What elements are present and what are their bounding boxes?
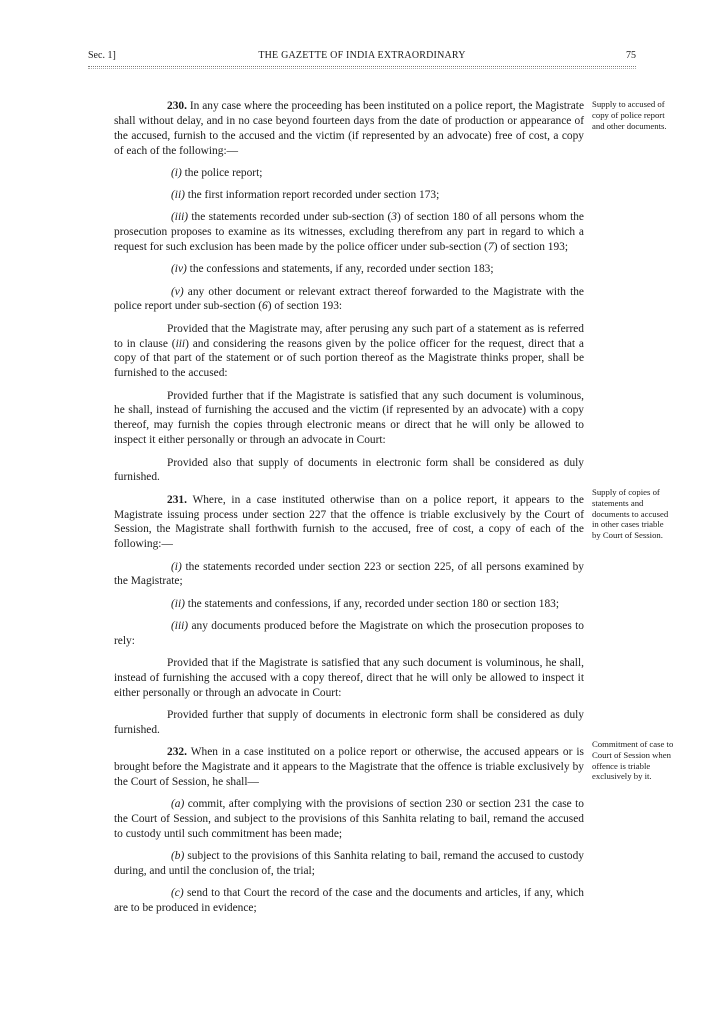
section-231-clause-iii: (iii) any documents produced before the Magistrate on which the prosecution proposes to rely: [114,619,584,647]
section-number: 231. [167,493,187,506]
section-number: 230. [167,100,187,112]
section-232-clause-a: (a) commit, after complying with the provisions of section 230 or section 231 the case to the Court of Session, and subject to the provisions of this Sanhita relating to bail, remand the accused to custody until such commitment has been made; [114,798,584,840]
margin-note-232: Commitment of case to Court of Session when offence is triable exclusively by it. [592,739,674,782]
section-231-proviso-1: Provided that if the Magistrate is satisfied that any such document is voluminous, he shall, instead of furnishing the accused with a copy thereof, direct that he will only be allowed to inspect it either personally or through an advocate in Court: [114,656,584,699]
header-rule-secondary [88,68,636,69]
section-230-clause-i: (i) the police report; [171,166,263,179]
section-230-intro: 230. In any case where the proceeding has been instituted on a police report, the Magistrate shall without delay, and in no case beyond fourteen days from the date of production or appearance of the accused, furnish to the accused and the victim (if represented by an advocate) free of cost, a copy of each of the following:— [114,100,584,157]
section-231-proviso-2: Provided further that supply of documents in electronic form shall be considered as duly furnished. [114,708,584,736]
section-231-clause-i: (i) the statements recorded under section 223 or section 225, of all persons examined by the Magistrate; [114,560,585,588]
margin-note-231: Supply of copies of statements and documents to accused in other cases triable by Court of Session. [592,487,669,541]
header-rule [88,66,636,67]
section-230-clause-ii: (ii) the first information report recorded under section 173; [171,189,440,202]
section-231-intro: 231. Where, in a case instituted otherwise than on a police report, it appears to the Magistrate issuing process under section 227 that the offence is triable exclusively by the Court of Session, the Magistrate shall forthwith furnish to the accused, free of cost, a copy of each of the following:— [114,493,584,551]
section-230-clause-iii: (iii) the statements recorded under sub-section (3) of section 180 of all persons whom the prosecution proposes to examine as its witnesses, excluding therefrom any part in regard to which a request for such exclusion has been made by the police officer under sub-section (7) of section 193; [114,211,584,254]
section-230-clause-iv: (iv) the confessions and statements, if any, recorded under section 183; [171,263,494,276]
section-label: Sec. 1] [88,50,116,61]
section-number: 232. [167,746,187,759]
section-231-clause-ii: (ii) the statements and confessions, if any, recorded under section 180 or section 183; [171,597,560,610]
section-232-clause-b: (b) subject to the provisions of this Sanhita relating to bail, remand the accused to custody during, and until the conclusion of, the trial; [114,850,584,878]
gazette-title: THE GAZETTE OF INDIA EXTRAORDINARY [258,50,466,61]
main-text [114,99,584,923]
section-230-proviso-2: Provided further that if the Magistrate is satisfied that any such document is voluminous, he shall, instead of furnishing the accused and the victim (if represented by an advocate) with a copy thereof, may furnish the copies through electronic means or direct that he will only be allowed to inspect it either personally or through an advocate in Court: [114,389,584,447]
section-230-proviso-3: Provided also that supply of documents in electronic form shall be considered as duly furnished. [114,456,584,484]
page-header [88,50,636,70]
section-230-clause-v: (v) any other document or relevant extract thereof forwarded to the Magistrate with the police report under sub-section (6) of section 193: [114,285,584,313]
section-232-intro: 232. When in a case instituted on a police report or otherwise, the accused appears or is brought before the Magistrate and it appears to the Magistrate that the offence is triable exclusively by the Court of Session, he shall— [114,746,584,788]
margin-note-230: Supply to accused of copy of police report and other documents. [592,99,667,131]
section-232-clause-c: (c) send to that Court the record of the case and the documents and articles, if any, which are to be produced in evidence; [114,887,585,915]
page-number: 75 [626,50,636,61]
section-230-proviso-1: Provided that the Magistrate may, after perusing any such part of a statement as is referred to in clause (iii) and considering the reasons given by the police officer for the request, direct that a copy of that part of the statement or of such portion thereof as the Magistrate thinks proper, shall be furnished to the accused: [114,322,584,380]
